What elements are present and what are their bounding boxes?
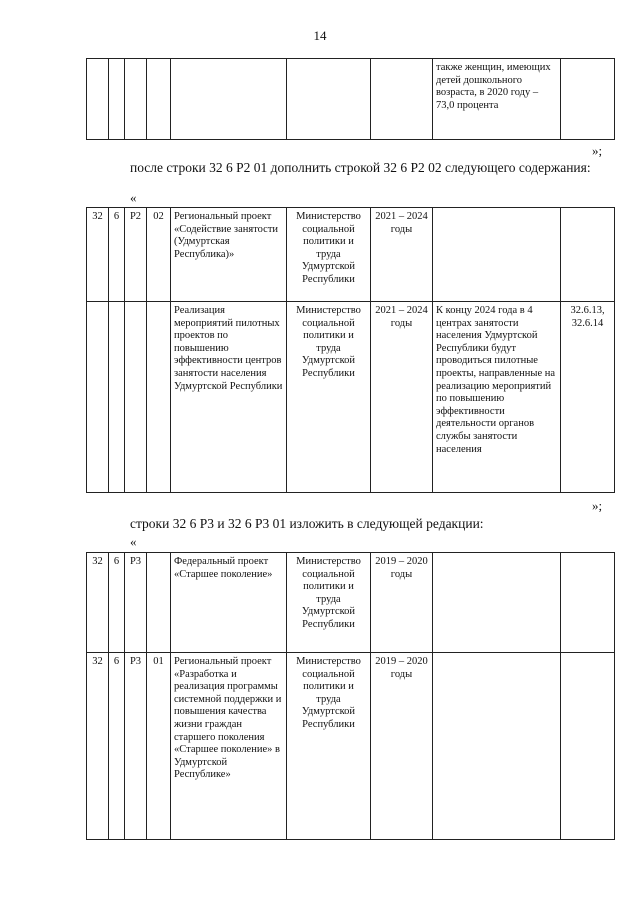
cell-indicator [561, 208, 615, 302]
table-continuation [86, 58, 615, 140]
opening-quote: « [130, 190, 137, 205]
cell-code-4 [147, 302, 171, 493]
cell-period [371, 59, 433, 140]
table-row [87, 653, 615, 840]
page-number: 14 [313, 28, 327, 43]
cell-indicator [561, 653, 615, 840]
cell-code-3 [125, 59, 147, 140]
cell-name: Реализация мероприятий пилотных проектов по повышению эффективности центров занятости населения Удмуртской Республики [171, 302, 287, 493]
opening-quote: « [130, 534, 137, 549]
cell-name: Федеральный проект «Старшее поколение» [171, 553, 287, 653]
cell-indicator [561, 59, 615, 140]
cell-period: 2019 – 2020 годы [371, 653, 433, 840]
cell-indicator: 32.6.13, 32.6.14 [561, 302, 615, 493]
cell-result [433, 208, 561, 302]
cell-result: К концу 2024 года в 4 центрах занятости населения Удмуртской Республики будут проводиться пилотные проекты, направленные на реализацию мероприятий по повышению эффективности деятельности органов службы занятости населения [433, 302, 561, 493]
table-replace-p3 [86, 552, 615, 840]
cell-code-3: Р2 [125, 208, 147, 302]
closing-quote: »; [592, 498, 603, 513]
cell-code-4 [147, 553, 171, 653]
table-insert-p2 [86, 207, 615, 493]
cell-period: 2021 – 2024 годы [371, 208, 433, 302]
cell-executor [287, 59, 371, 140]
cell-code-3: Р3 [125, 653, 147, 840]
cell-code-2: 6 [109, 653, 125, 840]
cell-code-4: 01 [147, 653, 171, 840]
cell-result [433, 653, 561, 840]
cell-code-3: Р3 [125, 553, 147, 653]
table-row [87, 208, 615, 302]
cell-code-2: 6 [109, 553, 125, 653]
cell-result: также женщин, имеющих детей дошкольного возраста, в 2020 году – 73,0 процента [433, 59, 561, 140]
amendment-paragraph: после строки 32 6 Р2 01 дополнить строкой 32 6 Р2 02 следующего содержания: [130, 160, 591, 175]
cell-code-2 [109, 59, 125, 140]
amendment-paragraph: строки 32 6 Р3 и 32 6 Р3 01 изложить в следующей редакции: [130, 516, 484, 531]
cell-period: 2019 – 2020 годы [371, 553, 433, 653]
table-row [87, 553, 615, 653]
cell-executor: Министерство социальной политики и труда Удмуртской Республики [287, 553, 371, 653]
table-row [87, 302, 615, 493]
cell-code-1: 32 [87, 208, 109, 302]
cell-code-2 [109, 302, 125, 493]
cell-name: Региональный проект «Разработка и реализация программы системной поддержки и повышения качества жизни граждан старшего поколения «Старшее поколение» в Удмуртской Республике» [171, 653, 287, 840]
cell-code-4 [147, 59, 171, 140]
cell-code-1: 32 [87, 653, 109, 840]
table-row [87, 59, 615, 140]
cell-executor: Министерство социальной политики и труда Удмуртской Республики [287, 302, 371, 493]
cell-name [171, 59, 287, 140]
cell-result [433, 553, 561, 653]
cell-period: 2021 – 2024 годы [371, 302, 433, 493]
cell-indicator [561, 553, 615, 653]
cell-name: Региональный проект «Содействие занятости (Удмуртская Республика)» [171, 208, 287, 302]
cell-executor: Министерство социальной политики и труда Удмуртской Республики [287, 208, 371, 302]
cell-executor: Министерство социальной политики и труда Удмуртской Республики [287, 653, 371, 840]
cell-code-4: 02 [147, 208, 171, 302]
cell-code-1: 32 [87, 553, 109, 653]
closing-quote: »; [592, 143, 603, 158]
cell-code-1 [87, 59, 109, 140]
cell-code-2: 6 [109, 208, 125, 302]
cell-code-1 [87, 302, 109, 493]
cell-code-3 [125, 302, 147, 493]
